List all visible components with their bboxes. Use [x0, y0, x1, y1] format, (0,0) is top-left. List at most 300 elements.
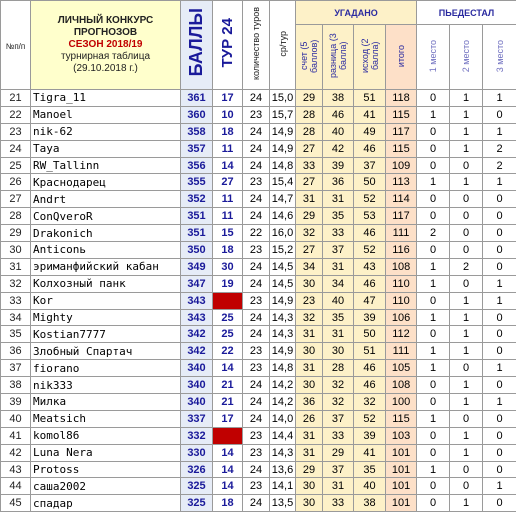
- place2-value: 0: [450, 225, 483, 242]
- diff-guessed-value: 33: [323, 427, 354, 444]
- tours-count-value: 24: [243, 394, 270, 411]
- outcome-guessed-value: 52: [354, 242, 386, 259]
- row-number: 22: [1, 106, 31, 123]
- score-header: счет (5 баллов): [296, 25, 323, 90]
- table-row: [1, 174, 516, 191]
- player-name: спадар: [31, 495, 181, 512]
- table-row: [1, 444, 516, 461]
- place3-value: 0: [483, 444, 516, 461]
- total-value: 116: [386, 242, 417, 259]
- row-number: 42: [1, 444, 31, 461]
- diff-guessed-value: 37: [323, 410, 354, 427]
- tours-count-value: 24: [243, 157, 270, 174]
- avg-value: 14,5: [270, 258, 296, 275]
- table-row: [1, 106, 516, 123]
- tours-count-value: 23: [243, 292, 270, 309]
- avg-value: 14,5: [270, 275, 296, 292]
- tours-count-value: 24: [243, 309, 270, 326]
- place2-value: 1: [450, 140, 483, 157]
- place1-value: 0: [417, 495, 450, 512]
- total-value: 110: [386, 275, 417, 292]
- diff-guessed-value: 29: [323, 444, 354, 461]
- avg-header: ср/тур: [270, 1, 296, 90]
- diff-guessed-value: 46: [323, 106, 354, 123]
- score-guessed-value: 32: [296, 225, 323, 242]
- tours-count-value: 24: [243, 208, 270, 225]
- place1-value: 1: [417, 275, 450, 292]
- player-name: fiorano: [31, 360, 181, 377]
- tour-value: [213, 292, 243, 309]
- place2-value: 1: [450, 106, 483, 123]
- place2-header: 2 место: [450, 25, 483, 90]
- place2-value: 1: [450, 495, 483, 512]
- score-guessed-value: 27: [296, 242, 323, 259]
- diff-guessed-value: 31: [323, 258, 354, 275]
- score-guessed-value: 30: [296, 275, 323, 292]
- tour-value: 14: [213, 360, 243, 377]
- table-row: [1, 461, 516, 478]
- table-row: [1, 208, 516, 225]
- diff-guessed-value: 36: [323, 174, 354, 191]
- diff-guessed-value: 42: [323, 140, 354, 157]
- place2-value: 0: [450, 208, 483, 225]
- place2-value: 1: [450, 326, 483, 343]
- place1-value: 1: [417, 343, 450, 360]
- total-value: 105: [386, 360, 417, 377]
- avg-value: 14,4: [270, 427, 296, 444]
- score-guessed-value: 32: [296, 309, 323, 326]
- outcome-guessed-value: 39: [354, 309, 386, 326]
- player-name: Protoss: [31, 461, 181, 478]
- diff-guessed-value: 32: [323, 377, 354, 394]
- player-name: эриманфийский кабан: [31, 258, 181, 275]
- place1-value: 1: [417, 309, 450, 326]
- total-value: 117: [386, 208, 417, 225]
- player-name: Kor: [31, 292, 181, 309]
- table-row: [1, 427, 516, 444]
- row-number: 27: [1, 191, 31, 208]
- avg-value: 14,8: [270, 360, 296, 377]
- score-guessed-value: 33: [296, 157, 323, 174]
- score-guessed-value: 27: [296, 140, 323, 157]
- points-value: 337: [181, 410, 213, 427]
- diff-guessed-value: 35: [323, 208, 354, 225]
- tours-count-value: 23: [243, 343, 270, 360]
- tour-value: 22: [213, 343, 243, 360]
- total-value: 115: [386, 140, 417, 157]
- avg-value: 14,2: [270, 377, 296, 394]
- row-number: 32: [1, 275, 31, 292]
- player-name: Anticonь: [31, 242, 181, 259]
- place2-value: 1: [450, 343, 483, 360]
- place3-value: 2: [483, 157, 516, 174]
- score-guessed-value: 26: [296, 410, 323, 427]
- points-value: 343: [181, 309, 213, 326]
- table-row: [1, 292, 516, 309]
- place1-value: 0: [417, 242, 450, 259]
- row-number: 24: [1, 140, 31, 157]
- tour-value: 17: [213, 410, 243, 427]
- points-value: 358: [181, 123, 213, 140]
- total-value: 117: [386, 123, 417, 140]
- points-value: 361: [181, 90, 213, 107]
- place2-value: 1: [450, 309, 483, 326]
- avg-value: 14,9: [270, 292, 296, 309]
- table-row: [1, 157, 516, 174]
- avg-value: 14,2: [270, 394, 296, 411]
- total-value: 103: [386, 427, 417, 444]
- tour-value: 25: [213, 309, 243, 326]
- table-row: [1, 478, 516, 495]
- diff-guessed-value: 31: [323, 326, 354, 343]
- points-value: 349: [181, 258, 213, 275]
- place3-value: 0: [483, 427, 516, 444]
- outcome-guessed-value: 52: [354, 410, 386, 427]
- place3-value: 0: [483, 309, 516, 326]
- score-guessed-value: 23: [296, 292, 323, 309]
- outcome-guessed-value: 53: [354, 208, 386, 225]
- table-row: [1, 90, 516, 107]
- place3-value: 1: [483, 174, 516, 191]
- outcome-guessed-value: 50: [354, 326, 386, 343]
- place2-value: 0: [450, 461, 483, 478]
- table-row: [1, 275, 516, 292]
- place2-value: 1: [450, 123, 483, 140]
- diff-guessed-value: 37: [323, 461, 354, 478]
- tour-value: 15: [213, 225, 243, 242]
- score-guessed-value: 36: [296, 394, 323, 411]
- tours-count-value: 23: [243, 360, 270, 377]
- avg-value: 15,4: [270, 174, 296, 191]
- place3-value: 0: [483, 106, 516, 123]
- place1-value: 0: [417, 191, 450, 208]
- place1-value: 1: [417, 258, 450, 275]
- table-row: [1, 225, 516, 242]
- place2-value: 0: [450, 191, 483, 208]
- tour-value: 11: [213, 208, 243, 225]
- score-guessed-value: 31: [296, 444, 323, 461]
- score-guessed-value: 27: [296, 174, 323, 191]
- place2-value: 1: [450, 174, 483, 191]
- table-row: [1, 309, 516, 326]
- tours-count-value: 23: [243, 427, 270, 444]
- points-value: 340: [181, 360, 213, 377]
- tours-count-value: 24: [243, 191, 270, 208]
- tours-count-value: 24: [243, 258, 270, 275]
- diff-guessed-value: 37: [323, 242, 354, 259]
- place3-value: 1: [483, 360, 516, 377]
- total-value: 111: [386, 343, 417, 360]
- tours-count-value: 23: [243, 106, 270, 123]
- tour-value: 18: [213, 123, 243, 140]
- player-name: Manoel: [31, 106, 181, 123]
- place1-value: 1: [417, 174, 450, 191]
- place3-header: 3 место: [483, 25, 516, 90]
- player-name: Злобный Спартач: [31, 343, 181, 360]
- avg-value: 13,6: [270, 461, 296, 478]
- outcome-guessed-value: 47: [354, 292, 386, 309]
- total-value: 101: [386, 495, 417, 512]
- points-value: 360: [181, 106, 213, 123]
- outcome-guessed-value: 49: [354, 123, 386, 140]
- row-number: 44: [1, 478, 31, 495]
- place1-value: 0: [417, 377, 450, 394]
- place1-value: 0: [417, 157, 450, 174]
- place3-value: 0: [483, 410, 516, 427]
- total-value: 110: [386, 292, 417, 309]
- player-name: nik333: [31, 377, 181, 394]
- avg-value: 14,3: [270, 309, 296, 326]
- outcome-guessed-value: 46: [354, 225, 386, 242]
- row-number: 36: [1, 343, 31, 360]
- avg-value: 14,3: [270, 326, 296, 343]
- row-number: 30: [1, 242, 31, 259]
- place1-value: 1: [417, 461, 450, 478]
- tour-value: 17: [213, 90, 243, 107]
- total-value: 108: [386, 258, 417, 275]
- place2-value: 0: [450, 478, 483, 495]
- place3-value: 0: [483, 461, 516, 478]
- place1-header: 1 место: [417, 25, 450, 90]
- points-value: 343: [181, 292, 213, 309]
- outcome-guessed-value: 51: [354, 90, 386, 107]
- place3-value: 1: [483, 478, 516, 495]
- place2-value: 1: [450, 90, 483, 107]
- total-value: 100: [386, 394, 417, 411]
- place1-value: 0: [417, 394, 450, 411]
- place2-value: 0: [450, 157, 483, 174]
- row-number: 43: [1, 461, 31, 478]
- total-value: 101: [386, 478, 417, 495]
- table-row: [1, 258, 516, 275]
- avg-value: 14,1: [270, 478, 296, 495]
- place3-value: 0: [483, 258, 516, 275]
- tour-value: 10: [213, 106, 243, 123]
- outcome-guessed-value: 50: [354, 174, 386, 191]
- player-name: Andrt: [31, 191, 181, 208]
- avg-value: 15,0: [270, 90, 296, 107]
- place1-value: 2: [417, 225, 450, 242]
- diff-guessed-value: 33: [323, 225, 354, 242]
- tours-count-value: 24: [243, 326, 270, 343]
- diff-guessed-value: 34: [323, 275, 354, 292]
- total-value: 115: [386, 410, 417, 427]
- avg-value: 15,7: [270, 106, 296, 123]
- place3-value: 1: [483, 394, 516, 411]
- diff-guessed-value: 33: [323, 495, 354, 512]
- place3-value: 1: [483, 90, 516, 107]
- tour-value: 27: [213, 174, 243, 191]
- tours-count-value: 24: [243, 123, 270, 140]
- place1-value: 0: [417, 208, 450, 225]
- tours-count-header: количество туров: [243, 1, 270, 90]
- points-value: 325: [181, 495, 213, 512]
- score-guessed-value: 31: [296, 360, 323, 377]
- score-guessed-value: 30: [296, 478, 323, 495]
- tours-count-value: 24: [243, 461, 270, 478]
- tour-value: 11: [213, 191, 243, 208]
- place2-value: 1: [450, 427, 483, 444]
- total-value: 111: [386, 225, 417, 242]
- row-number: 21: [1, 90, 31, 107]
- table-row: [1, 191, 516, 208]
- guessed-header: УГАДАНО: [296, 1, 417, 25]
- table-row: [1, 495, 516, 512]
- points-value: 351: [181, 208, 213, 225]
- score-guessed-value: 30: [296, 343, 323, 360]
- total-value: 101: [386, 444, 417, 461]
- diff-guessed-value: 32: [323, 394, 354, 411]
- tour-value: 21: [213, 377, 243, 394]
- place3-value: 0: [483, 208, 516, 225]
- outcome-guessed-value: 51: [354, 343, 386, 360]
- row-number: 37: [1, 360, 31, 377]
- score-guessed-value: 29: [296, 208, 323, 225]
- table-row: [1, 377, 516, 394]
- outcome-guessed-value: 41: [354, 444, 386, 461]
- table-row: [1, 410, 516, 427]
- diff-guessed-value: 39: [323, 157, 354, 174]
- avg-value: 15,2: [270, 242, 296, 259]
- row-number: 40: [1, 410, 31, 427]
- table-row: [1, 326, 516, 343]
- score-guessed-value: 28: [296, 106, 323, 123]
- total-value: 101: [386, 461, 417, 478]
- table-row: [1, 123, 516, 140]
- place2-value: 1: [450, 377, 483, 394]
- tour-value: 21: [213, 394, 243, 411]
- table-row: [1, 360, 516, 377]
- points-value: 350: [181, 242, 213, 259]
- player-name: nik-62: [31, 123, 181, 140]
- outcome-guessed-value: 35: [354, 461, 386, 478]
- tour-value: 30: [213, 258, 243, 275]
- avg-value: 13,5: [270, 495, 296, 512]
- outcome-guessed-value: 43: [354, 258, 386, 275]
- avg-value: 14,8: [270, 157, 296, 174]
- tour-value: 19: [213, 275, 243, 292]
- tour-value: 14: [213, 478, 243, 495]
- place2-value: 0: [450, 275, 483, 292]
- place2-value: 2: [450, 258, 483, 275]
- tour-header: ТУР 24: [213, 1, 243, 90]
- table-row: [1, 343, 516, 360]
- place3-value: 0: [483, 326, 516, 343]
- place2-value: 1: [450, 444, 483, 461]
- place1-value: 0: [417, 90, 450, 107]
- score-guessed-value: 28: [296, 123, 323, 140]
- diff-guessed-value: 30: [323, 343, 354, 360]
- row-number: 31: [1, 258, 31, 275]
- player-name: ConQveroR: [31, 208, 181, 225]
- place3-value: 0: [483, 377, 516, 394]
- avg-value: 14,6: [270, 208, 296, 225]
- place3-value: 1: [483, 292, 516, 309]
- diff-guessed-value: 31: [323, 478, 354, 495]
- player-name: Краснодарец: [31, 174, 181, 191]
- tours-count-value: 23: [243, 478, 270, 495]
- points-value: 357: [181, 140, 213, 157]
- outcome-guessed-value: 46: [354, 275, 386, 292]
- place1-value: 1: [417, 360, 450, 377]
- title-block: ЛИЧНЫЙ КОНКУРС ПРОГНОЗОВ СЕЗОН 2018/19 турнирная таблица (29.10.2018 г.): [31, 1, 181, 90]
- tour-value: 18: [213, 495, 243, 512]
- tour-value: 14: [213, 444, 243, 461]
- place1-value: 0: [417, 326, 450, 343]
- points-value: 332: [181, 427, 213, 444]
- row-number: 33: [1, 292, 31, 309]
- total-value: 115: [386, 106, 417, 123]
- row-number: 39: [1, 394, 31, 411]
- place3-value: 1: [483, 123, 516, 140]
- tour-value: 11: [213, 140, 243, 157]
- row-number: 28: [1, 208, 31, 225]
- tours-count-value: 24: [243, 275, 270, 292]
- player-name: Luna Nera: [31, 444, 181, 461]
- score-guessed-value: 29: [296, 90, 323, 107]
- place3-value: 0: [483, 343, 516, 360]
- score-guessed-value: 29: [296, 461, 323, 478]
- tour-value: 18: [213, 242, 243, 259]
- points-header: БАЛЛЫ: [181, 1, 213, 90]
- podium-header: ПЬЕДЕСТАЛ: [417, 1, 516, 25]
- diff-guessed-value: 28: [323, 360, 354, 377]
- tours-count-value: 24: [243, 377, 270, 394]
- player-name: Kostian7777: [31, 326, 181, 343]
- row-number: 23: [1, 123, 31, 140]
- diff-header: разница (3 балла): [323, 25, 354, 90]
- tour-value: 25: [213, 326, 243, 343]
- place1-value: 1: [417, 410, 450, 427]
- score-guessed-value: 31: [296, 191, 323, 208]
- points-value: 355: [181, 174, 213, 191]
- place3-value: 0: [483, 225, 516, 242]
- place1-value: 1: [417, 106, 450, 123]
- diff-guessed-value: 40: [323, 292, 354, 309]
- place2-value: 0: [450, 242, 483, 259]
- score-guessed-value: 31: [296, 427, 323, 444]
- tours-count-value: 24: [243, 90, 270, 107]
- diff-guessed-value: 31: [323, 191, 354, 208]
- place2-value: 1: [450, 292, 483, 309]
- diff-guessed-value: 40: [323, 123, 354, 140]
- place1-value: 0: [417, 444, 450, 461]
- outcome-guessed-value: 38: [354, 495, 386, 512]
- player-name: Taya: [31, 140, 181, 157]
- player-name: Drakonich: [31, 225, 181, 242]
- outcome-guessed-value: 37: [354, 157, 386, 174]
- place1-value: 0: [417, 292, 450, 309]
- points-value: 356: [181, 157, 213, 174]
- outcome-guessed-value: 40: [354, 478, 386, 495]
- points-value: 342: [181, 326, 213, 343]
- score-guessed-value: 34: [296, 258, 323, 275]
- place1-value: 0: [417, 140, 450, 157]
- outcome-header: исход (2 балла): [354, 25, 386, 90]
- outcome-guessed-value: 41: [354, 106, 386, 123]
- total-value: 108: [386, 377, 417, 394]
- points-value: 325: [181, 478, 213, 495]
- row-number: 29: [1, 225, 31, 242]
- total-value: 112: [386, 326, 417, 343]
- points-value: 347: [181, 275, 213, 292]
- place2-value: 0: [450, 360, 483, 377]
- tours-count-value: 24: [243, 495, 270, 512]
- place1-value: 0: [417, 478, 450, 495]
- table-row: [1, 242, 516, 259]
- tours-count-value: 23: [243, 174, 270, 191]
- avg-value: 14,7: [270, 191, 296, 208]
